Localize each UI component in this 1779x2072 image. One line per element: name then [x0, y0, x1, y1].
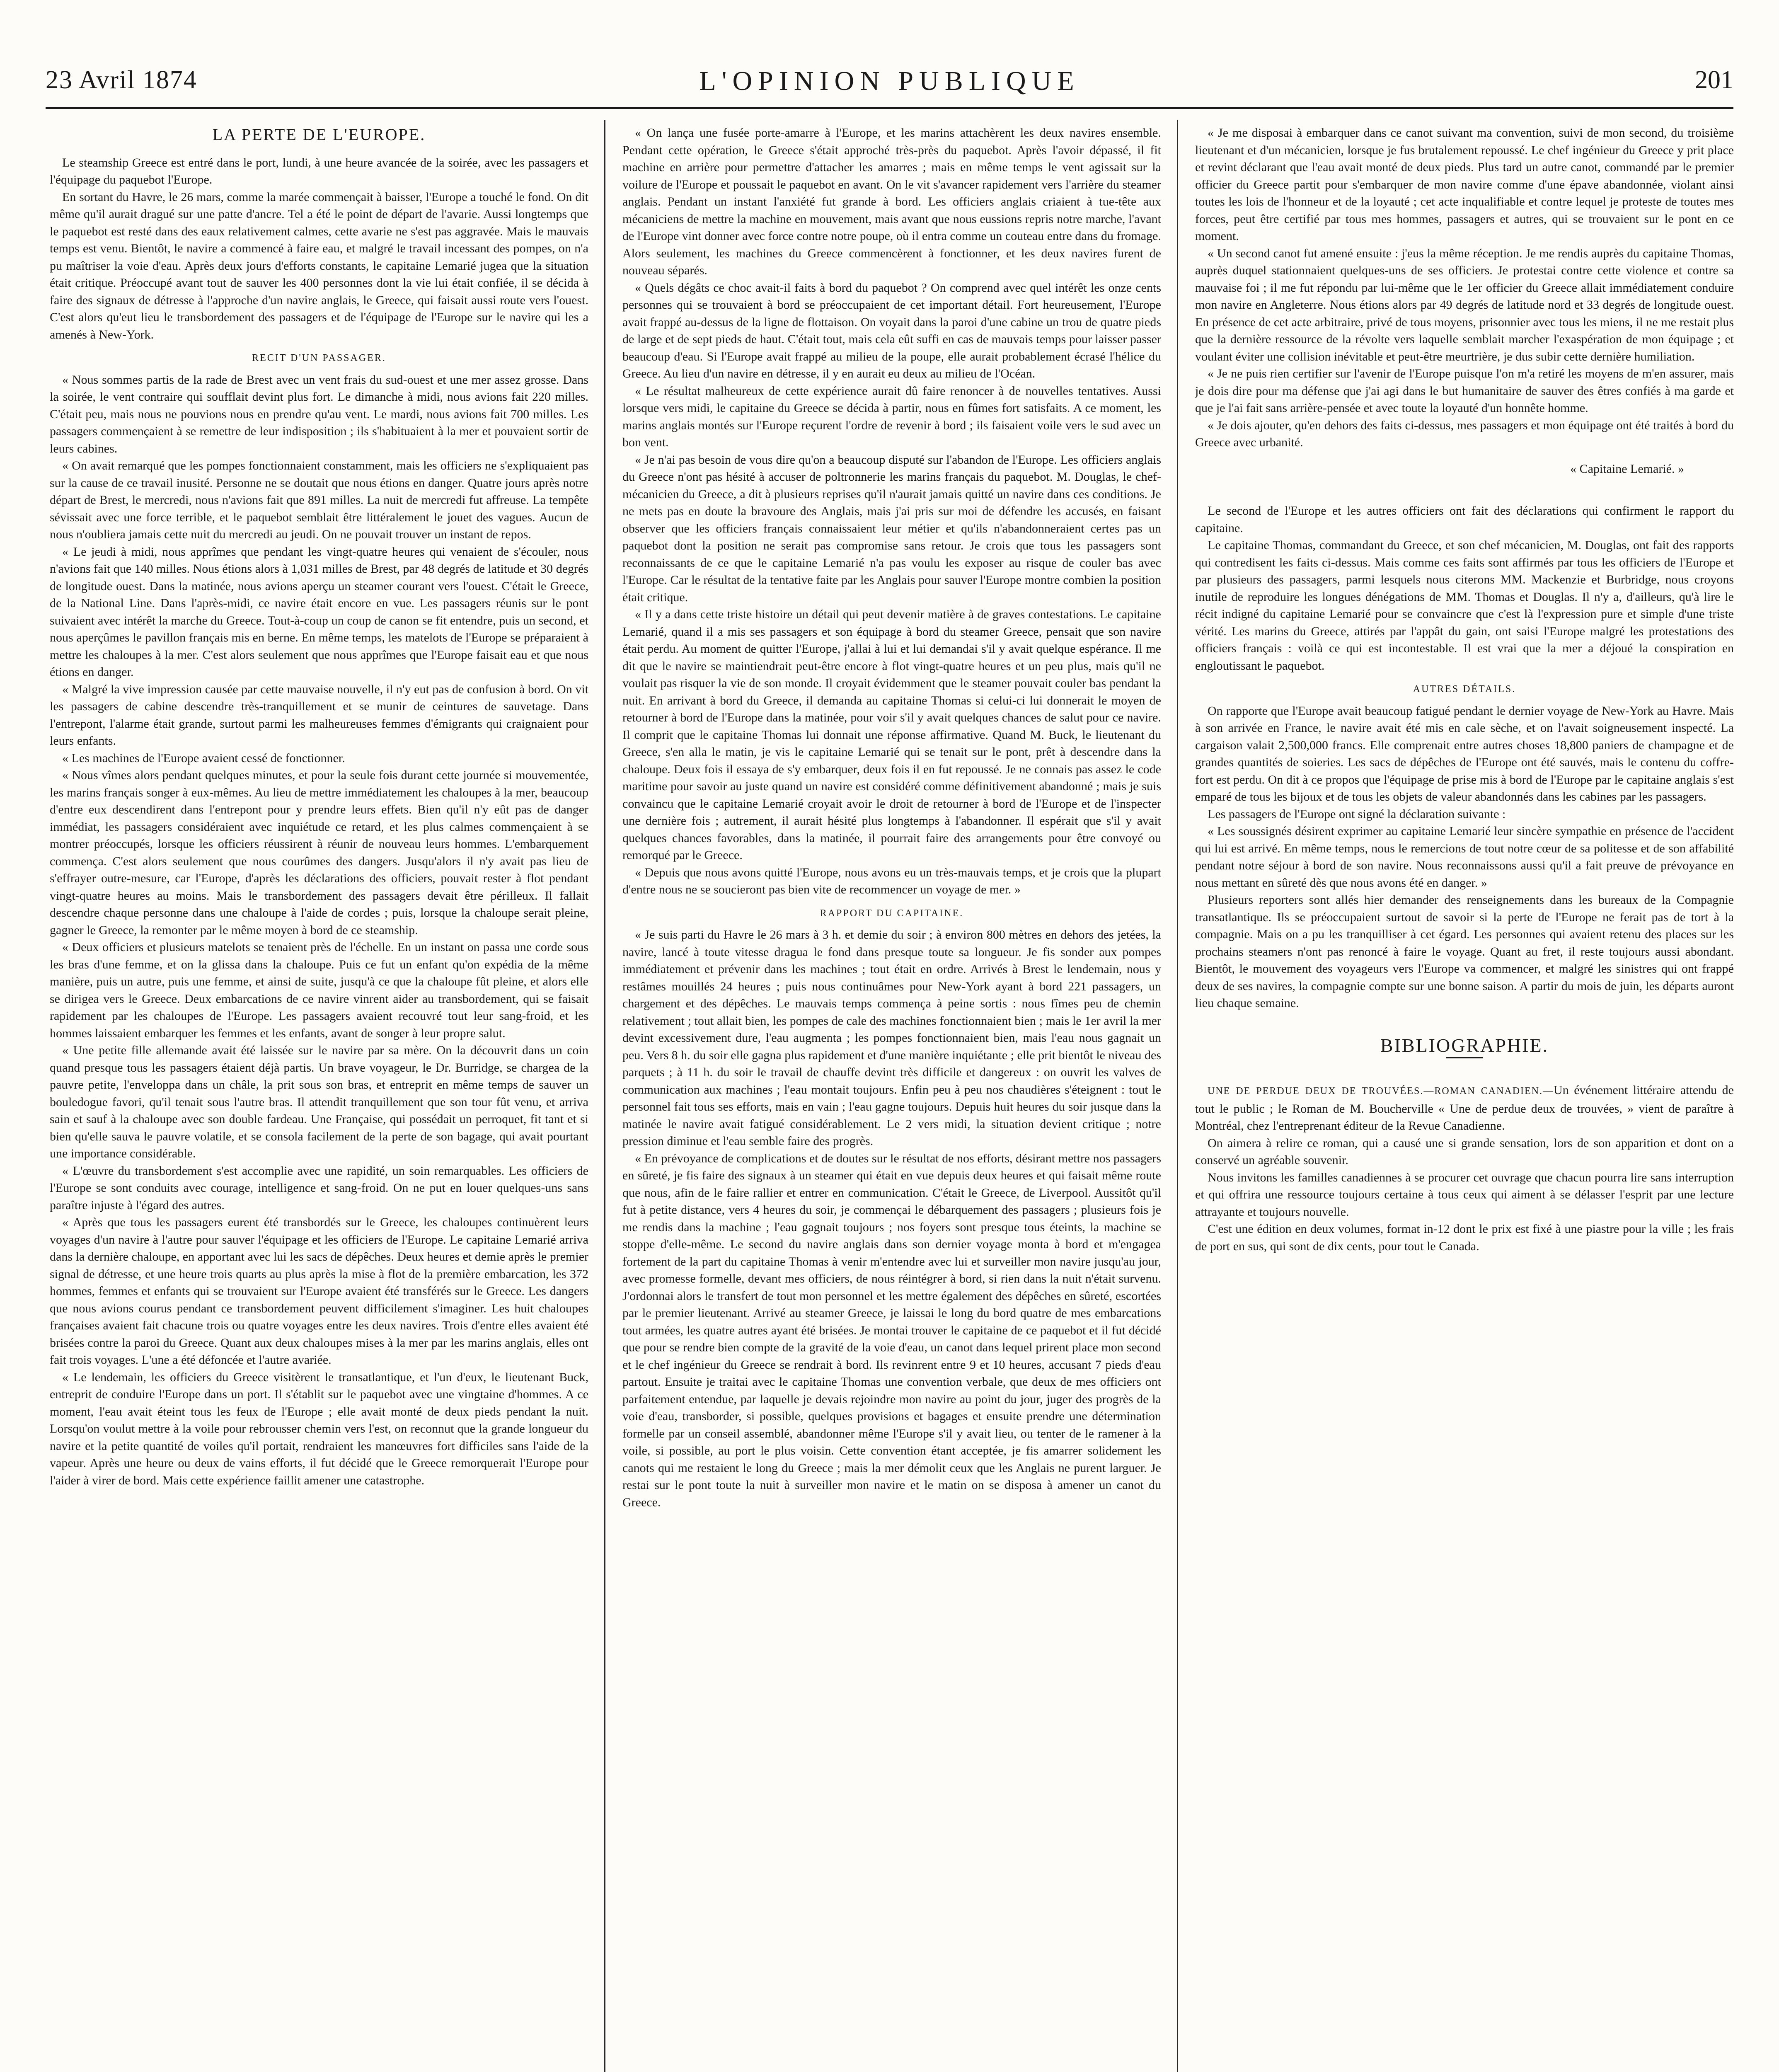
page-number: 201: [1695, 66, 1733, 94]
article-paragraph: « Le jeudi à midi, nous apprîmes que pendant les vingt-quatre heures qui venaient de s'écouler, nous n'avions fait que 140 milles. Nous étions alors à 1,031 milles de Brest, par 48 degrés de latitude et 30 degrés de longitude ouest. Dans la matinée, nous avions aperçu un steamer courant vers l'ouest. C'était le Greece, de la National Line. Dans l'après-midi, ce navire était encore en vue. Les passagers réunis sur le pont suivaient avec intérêt la marche du Greece. Tout-à-coup un coup de canon se fit entendre, puis un second, et nous aperçûmes le pavillon français mis en berne. En même temps, les matelots de l'Europe se préparaient à mettre les chaloupes à la mer. C'est alors seulement que nous apprîmes que l'Europe faisait eau et que nous étions en danger.: [50, 545, 588, 679]
article-paragraph: « Depuis que nous avons quitté l'Europe, nous avons eu un très-mauvais temps, et je crois que la plupart d'entre nous ne se soucieront pas bien vite de recommencer un voyage de mer. »: [622, 865, 1161, 896]
article-paragraph: « Le lendemain, les officiers du Greece visitèrent le transatlantique, et l'un d'eux, le lieutenant Buck, entreprit de conduire l'Europe dans un port. Il s'établit sur le paquebot avec une vingtaine d'hommes. A ce moment, l'eau avait éteint tous les feux de l'Europe ; elle avait monté de deux pieds pendant la nuit. Lorsqu'on voulut mettre à la voile pour rebrousser chemin vers l'est, on reconnut que la grande longueur du navire et la petite quantité de voiles qu'il portait, rendraient les manœuvres fort difficiles sans l'aide de la vapeur. Après une heure ou deux de vains efforts, il fut décidé que le Greece remorquerait l'Europe pour l'aider à virer de bord. Mais cette expérience faillit amener une catastrophe.: [50, 1370, 588, 1487]
page-header: [46, 62, 1733, 99]
column-1: [50, 124, 588, 2072]
section-heading: RAPPORT DU CAPITAINE.: [820, 908, 964, 919]
article-paragraph: On rapporte que l'Europe avait beaucoup fatigué pendant le dernier voyage de New-York au Havre. Mais à son arrivée en France, le navire avait été mis en cale sèche, et on l'avait soigneusement inspecté. La cargaison valait 2,500,000 francs. Elle comprenait entre autres choses 18,800 paniers de champagne et de grandes quantités de soieries. Les sacs de dépêches de l'Europe ont été sauvés, mais le contenu du coffre-fort est perdu. On dit à ce propos que l'équipage de prise mis à bord de l'Europe par le capitaine anglais s'est emparé de tous les bijoux et de tous les objets de valeur abandonnés dans les cabines par les passagers.: [1195, 704, 1734, 804]
bibliography-lead: UNE DE PERDUE DEUX DE TROUVÉES.—ROMAN CANADIEN.—: [1208, 1086, 1554, 1097]
section-rule: [1446, 1057, 1483, 1058]
article-paragraph: « Je me disposai à embarquer dans ce canot suivant ma convention, suivi de mon second, du troisième lieutenant et d'un mécanicien, lorsque je fus brutalement repoussé. Le chef ingénieur du Greece y prit place et revint déclarant que l'eau avait monté de deux pieds. Plus tard un autre canot, commandé par le premier officier du Greece partit pour s'embarquer de mon navire comme d'une épave abandonnée, violant ainsi toutes les lois de l'honneur et de la loyauté ; cet acte inqualifiable et contre lequel je proteste de toutes mes forces, peut être certifié par tous mes hommes, passagers et autres, qui se trouvaient sur le pont en ce moment.: [1195, 126, 1734, 243]
article-paragraph: « En prévoyance de complications et de doutes sur le résultat de nos efforts, désirant mettre nos passagers en sûreté, je fis faire des signaux à un steamer qui était en vue depuis deux heures et qui faisait même route que nous, afin de le faire rallier et entrer en communication. C'était le Greece, de Liverpool. Aussitôt qu'il fut à petite distance, vers 4 heures du soir, je commençai le débarquement des passagers ; plusieurs fois je me rendis dans la machine ; l'eau gagnait toujours ; nos foyers sont presque tous éteints, la machine se stoppe d'elle-même. Le second du navire anglais dans son dernier voyage monta à bord et m'engagea fortement de la part du capitaine Thomas à venir m'entendre avec lui et surveiller mon navire jusqu'au jour, avec promesse formelle, devant mes officiers, de nous réintégrer à bord, si rien dans la nuit n'était survenu. J'ordonnai alors le transfert de tout mon personnel et les mettre également des dépêches en sûreté, escortées par le premier lieutenant. Arrivé au steamer Greece, je laissai le long du bord quatre de mes embarcations tout armées, les quatre autres ayant été brisées. Je montai trouver le capitaine de ce paquebot et il fut décidé que pour se rendre bien compte de la gravité de la voie d'eau, un canot dans lequel prirent place mon second et le chef ingénieur du Greece se rendrait à bord. Ils revinrent entre 9 et 10 heures, accusant 7 pieds d'eau partout. Ensuite je traitai avec le capitaine Thomas une convention verbale, que deux de mes officiers ont parfaitement entendue, par laquelle je devais rejoindre mon navire au point du jour, juger des progrès de la voie d'eau, transborder, si possible, quelques provisions et bagages et ensuite prendre une détermination formelle par un conseil assemblé, abandonner même l'Europe s'il y avait lieu, ou tenter de le ramener à la voile, si possible, au port le plus voisin. Cette convention étant acceptée, je fis amarrer solidement les canots qui me restaient le long du Greece ; mais la mer démolit ceux que les Anglais ne purent larguer. Je restai sur le pont toute la nuit à surveiller mon navire et le matin on se disposa à amener un canot du Greece.: [622, 1151, 1161, 1509]
signature: « Capitaine Lemarié. »: [1570, 462, 1684, 476]
article-paragraph: « Deux officiers et plusieurs matelots se tenaient près de l'échelle. En un instant on passa une corde sous les bras d'une femme, et on la glissa dans la chaloupe. Puis ce fut un enfant qu'on expédia de la même manière, puis un autre, puis une femme, et ainsi de suite, jusqu'à ce que la chaloupe fût pleine, et alors elle se dirigea vers le Greece. Deux embarcations de ce navire vinrent aider au transbordement, qui se faisait rapidement par les chaloupes de l'Europe. Les passagers avaient recouvré tout leur sang-froid, et les hommes laissaient embarquer les femmes et les enfants, avant de songer à leur propre salut.: [50, 940, 588, 1040]
column-2: [622, 124, 1161, 2072]
article-paragraph: « Après que tous les passagers eurent été transbordés sur le Greece, les chaloupes continuèrent leurs voyages d'un navire à l'autre pour sauver l'équipage et les officiers de l'Europe. Le capitaine Lemarié arriva dans la dernière chaloupe, en apportant avec lui les sacs de dépêches. Deux heures et demie après le premier signal de détresse, et une heure trois quarts au plus après la mise à flot de la première embarcation, les 372 hommes, femmes et enfants qui se trouvaient sur l'Europe avaient été transférés sur le Greece. Les dangers que nous avions courus pendant ce transbordement peuvent difficilement s'imaginer. Les huit chaloupes françaises avaient fait chacune trois ou quatre voyages entre les deux navires. Trois d'entre elles avaient été brisées contre la paroi du Greece. Quant aux deux chaloupes mises à la mer par les marins anglais, elles ont fait trois voyages. L'une a été défoncée et l'autre avariée.: [50, 1215, 588, 1367]
header-rule: [46, 107, 1733, 109]
bibliography-paragraph: C'est une édition en deux volumes, format in-12 dont le prix est fixé à une piastre pour la ville ; les frais de port en sus, qui sont de dix cents, pour tout le Canada.: [1195, 1222, 1734, 1253]
article-paragraph: Le steamship Greece est entré dans le port, lundi, à une heure avancée de la soirée, avec les passagers et l'équipage du paquebot l'Europe.: [50, 155, 588, 186]
bibliography-paragraph: On aimera à relire ce roman, qui a causé une si grande sensation, lors de son apparition et dont on a conservé un agréable souvenir.: [1195, 1136, 1734, 1167]
article-paragraph: Le second de l'Europe et les autres officiers ont fait des déclarations qui confirment le rapport du capitaine.: [1195, 504, 1734, 535]
article-paragraph: « Nous sommes partis de la rade de Brest avec un vent frais du sud-ouest et une mer assez grosse. Dans la soirée, le vent contraire qui soufflait devint plus fort. Le dimanche à midi, nous avions fait 220 milles. C'était peu, mais nous ne pouvions nous en prendre qu'au vent. Le mardi, nous avions fait 700 milles. Les passagers commençaient à se remettre de leur indisposition ; ils s'habituaient à la mer et pouvaient sortir de leurs cabines.: [50, 373, 588, 455]
section-heading: RECIT D'UN PASSAGER.: [252, 353, 386, 363]
column-divider: [604, 120, 605, 2072]
article-paragraph: En sortant du Havre, le 26 mars, comme la marée commençait à baisser, l'Europe a touché le fond. On dit même qu'il aurait dragué sur une patte d'ancre. Tel a été le point de départ de l'avarie. Aussi longtemps que le paquebot est resté dans des eaux relativement calmes, cette avarie ne s'est pas aggravée. Mais le mauvais temps est venu. Bientôt, le navire a commencé à faire eau, et malgré le travail incessant des pompes, on n'a pu maîtriser la voie d'eau. Après deux jours d'efforts constants, le capitaine Lemarié jugea que la situation était critique. Préoccupé avant tout de sauver les 400 personnes dont la vie lui était confiée, il se décida à faire des signaux de détresse à l'approche d'un navire anglais, le Greece, qui faisait aussi route vers l'ouest. C'est alors qu'eut lieu le transbordement des passagers et de l'équipage de l'Europe sur le navire qui les a amenés à New-York.: [50, 190, 588, 341]
column-divider: [1177, 120, 1178, 2072]
bibliography-paragraph: Nous invitons les familles canadiennes à se procurer cet ouvrage que chacun pourra lire sans interruption et qui offrira une ressource toujours certaine à tous ceux qui aiment à se délasser l'esprit par une lecture attrayante et toujours nouvelle.: [1195, 1170, 1734, 1219]
article-paragraph: « On avait remarqué que les pompes fonctionnaient constamment, mais les officiers ne s'expliquaient pas sur la cause de ce travail inusité. Personne ne se doutait que nous étions en danger. Quatre jours après notre départ de Brest, le mercredi, nous n'avions fait que 891 milles. La nuit de mercredi fut affreuse. La tempête sévissait avec une force terrible, et le paquebot semblait être littéralement le jouet des vagues. Aucun de nous n'oubliera jamais cette nuit du mercredi au jeudi. On ne pouvait trouver un instant de repos.: [50, 459, 588, 541]
article-paragraph: « Je ne puis rien certifier sur l'avenir de l'Europe puisque l'on m'a retiré les moyens de m'en assurer, mais je dois dire pour ma défense que j'ai agi dans le but humanitaire de sauver des êtres confiés à ma garde et que je l'ai fait sans arrière-pensée et avec toute la loyauté d'un honnête homme.: [1195, 367, 1734, 415]
issue-date: 23 Avril 1874: [46, 66, 197, 94]
bibliography-paragraph: [1195, 1082, 1734, 1135]
article-paragraph: « Une petite fille allemande avait été laissée sur le navire par sa mère. On la découvrit dans un coin quand presque tous les passagers étaient déjà partis. Un brave voyageur, le Dr. Burridge, se chargea de la pauvre petite, l'enveloppa dans un châle, la prit sous son bras, et entreprit en même temps de sauver un bouledogue favori, qu'il tenait sous l'autre bras. Il attendit tranquillement que son tour fût venu, et arriva sain et sauf à la chaloupe avec son double fardeau. Une Française, qui possédait un perroquet, fit tant et si bien qu'elle sauva le pauvre volatile, et se consola facilement de la perte de son bagage, qui avait pourtant une importance considérable.: [50, 1043, 588, 1160]
article-title: LA PERTE DE L'EUROPE.: [212, 125, 426, 144]
newspaper-title: L'OPINION PUBLIQUE: [699, 66, 1080, 96]
article-paragraph: « Nous vîmes alors pendant quelques minutes, et pour la seule fois durant cette journée si mouvementée, les marins français songer à eux-mêmes. Au lieu de mettre immédiatement les chaloupes à la mer, beaucoup d'entre eux descendirent dans l'entrepont pour y prendre leurs effets. Bien qu'il n'y eût pas de danger immédiat, les passagers considéraient avec inquiétude ce retard, et les plus calmes commençaient à se montrer préoccupés, lorsque les officiers réussirent à réunir de nouveau leurs hommes. L'embarquement commença. C'est alors seulement que nous courûmes des dangers. Jusqu'alors il n'y avait pas lieu de s'effrayer outre-mesure, car l'Europe, d'après les déclarations des officiers, pouvait rester à flot pendant vingt-quatre heures au moins. Mais le transbordement des passagers devait être périlleux. Il fallait descendre chaque personne dans une chaloupe à l'aide de cordes ; puis, lorsque la chaloupe serait pleine, gagner le Greece, la remonter par le même moyen à bord de ce steamship.: [50, 768, 588, 937]
article-paragraph: « Un second canot fut amené ensuite : j'eus la même réception. Je me rendis auprès du capitaine Thomas, auprès duquel stationnaient quelques-uns de ses officiers. Je protestai contre cette violence et contre sa mauvaise foi ; il me fut répondu par lui-même que le 1er officier du Greece allait immédiatement conduire mon navire en Angleterre. Nous étions alors par 49 degrés de latitude nord et 33 degrés de longitude ouest. En présence de cet acte arbitraire, privé de tous moyens, prisonnier avec tous les miens, il ne me restait plus que la dernière ressource de la révolte vers laquelle semblait marcher l'exaspération de mon équipage ; et voulant éviter une collision inévitable et peut-être meurtrière, je dus subir cette dernière humiliation.: [1195, 246, 1734, 363]
article-paragraph: « Il y a dans cette triste histoire un détail qui peut devenir matière à de graves contestations. Le capitaine Lemarié, quand il a mis ses passagers et son équipage à bord du steamer Greece, pensait que son navire était perdu. Au moment de quitter l'Europe, j'allai à lui et lui demandai s'il y avait quelque espérance. Il me dit que le navire se maintiendrait peut-être encore à flot vingt-quatre heures et un peu plus, mais qu'il ne voulait pas risquer la vie de son monde. Il croyait évidemment que le steamer pouvait couler bas pendant la nuit. En arrivant à bord du Greece, il demanda au capitaine Thomas si celui-ci lui donnerait le moyen de retourner à bord de l'Europe dans la matinée, pour voir s'il y avait quelques chances de salut pour ce navire. Il comprit que le capitaine Thomas lui donnait une réponse affirmative. Quand M. Buck, le lieutenant du Greece, s'en alla le matin, je vis le capitaine Lemarié qui se tenait sur le pont, prêt à descendre dans la chaloupe. Deux fois il essaya de s'y embarquer, deux fois il en fut repoussé. Je ne connais pas assez le code maritime pour savoir au juste quand un navire est considéré comme définitivement abandonné ; mais je suis convaincu que le capitaine Lemarié croyait avoir le droit de retourner à bord de l'Europe et de l'inspecter une dernière fois ; autrement, il aurait hésité plus longtemps à l'abandonner. Il espérait que s'il y avait quelques chances favorables, dans la matinée, il pourrait faire des arrangements pour être convoyé ou remorqué par le Greece.: [622, 608, 1161, 862]
article-paragraph: « Je dois ajouter, qu'en dehors des faits ci-dessus, mes passagers et mon équipage ont été traités à bord du Greece avec urbanité.: [1195, 418, 1734, 449]
article-paragraph: « Le résultat malheureux de cette expérience aurait dû faire renoncer à de nouvelles tentatives. Aussi lorsque vers midi, le capitaine du Greece se décida à partir, nous en fûmes fort satisfaits. A ce moment, les marins anglais montés sur l'Europe reçurent l'ordre de revenir à bord ; ils faisaient voile vers le sud avec un bon vent.: [622, 384, 1161, 449]
article-paragraph: Les passagers de l'Europe ont signé la déclaration suivante :: [1208, 807, 1506, 821]
article-paragraph: Plusieurs reporters sont allés hier demander des renseignements dans les bureaux de la Compagnie transatlantique. Ils se préoccupaient surtout de savoir si la perte de l'Europe ne ferait pas de tort à la compagnie. Mais on a pu les tranquilliser à cet égard. Les personnes qui avaient retenu des places sur les prochains steamers n'ont pas renoncé à faire le voyage. Quant au fret, il reste toujours aussi abondant. Bientôt, le mouvement des voyageurs vers l'Europe va commencer, et malgré les sinistres qui ont frappé deux de ses navires, la compagnie compte sur une bonne saison. A partir du mois de juin, les départs auront lieu chaque semaine.: [1195, 893, 1734, 1010]
article-paragraph: « On lança une fusée porte-amarre à l'Europe, et les marins attachèrent les deux navires ensemble. Pendant cette opération, le Greece s'était approché très-près du paquebot. Après l'avoir dépassé, il fit machine en arrière pour permettre d'attacher les amarres ; mais en même temps le vent agissait sur la voilure de l'Europe et poussait le paquebot en avant. On le vit s'avancer rapidement vers l'arrière du steamer anglais. Pendant un instant l'anxiété fut grande à bord. Les officiers anglais criaient à tue-tête aux mécaniciens de mettre la machine en mouvement, mais avant que nous eussions repris notre marche, l'avant de l'Europe vint donner avec force contre notre poupe, où il entra comme un couteau entre dans du fromage. Alors seulement, les machines du Greece commencèrent à fonctionner, et les deux navires furent de nouveau séparés.: [622, 126, 1161, 277]
article-paragraph: « L'œuvre du transbordement s'est accomplie avec une rapidité, un soin remarquables. Les officiers de l'Europe se sont conduits avec courage, intelligence et sang-froid. On ne put en louer quelques-uns sans paraître injuste à l'égard des autres.: [50, 1164, 588, 1212]
column-3: [1195, 124, 1734, 2072]
article-paragraph: « Je n'ai pas besoin de vous dire qu'on a beaucoup disputé sur l'abandon de l'Europe. Les officiers anglais du Greece n'ont pas hésité à accuser de poltronnerie les marins français du paquebot. M. Douglas, le chef-mécanicien du Greece, a dit à plusieurs reprises qu'il n'aurait jamais quitté un navire dans ces conditions. Je ne mets pas en doute la bravoure des Anglais, mais j'ai pris sur moi de défendre les accusés, en faisant observer que les officiers français connaissaient leur métier et qu'ils n'abandonneraient certes pas un paquebot dont la position ne serait pas compromise sans retour. Je crois que tous les passagers sont reconnaissants de ce que le capitaine Lemarié n'a pas voulu les exposer au risque de couler bas avec l'Europe. Car le résultat de la tentative faite par les Anglais pour sauver l'Europe montre combien la position était critique.: [622, 453, 1161, 604]
bibliography-title: BIBLIOGRAPHIE.: [1380, 1034, 1549, 1056]
bibliography-text: Un événement littéraire attendu de tout le public ; le Roman de M. Boucherville « Une de perdue deux de trouvées, » vient de paraître à Montréal, chez l'entreprenant éditeur de la Revue Canadienne.: [1195, 1083, 1734, 1133]
article-paragraph: Le capitaine Thomas, commandant du Greece, et son chef mécanicien, M. Douglas, ont fait des rapports qui contredisent les faits ci-dessus. Mais comme ces faits sont affirmés par tous les officiers de l'Europe et par plusieurs des passagers, parmi lesquels nous citerons MM. Mackenzie et Burbridge, nous croyons inutile de reproduire les longues dénégations de MM. Thomas et Douglas. Il n'y a, d'ailleurs, qu'à lire le récit indigné du capitaine Lemarié pour se convaincre que c'est là l'expression pure et simple d'une triste vérité. Les marins du Greece, attirés par l'appât du gain, ont saisi l'Europe malgré les protestations des officiers français : voilà ce qui est incontestable. Il est vrai que la mer a déjoué la conspiration en engloutissant le paquebot.: [1195, 538, 1734, 673]
article-paragraph: « Malgré la vive impression causée par cette mauvaise nouvelle, il n'y eut pas de confusion à bord. On vit les passagers de cabine descendre très-tranquillement et se munir de ceintures de sauvetage. Dans l'entrepont, l'alarme était grande, surtout parmi les malheureuses femmes d'émigrants qui craignaient pour leurs enfants.: [50, 682, 588, 748]
article-paragraph: « Les soussignés désirent exprimer au capitaine Lemarié leur sincère sympathie en présence de l'accident qui lui est arrivé. En même temps, nous le remercions de tout notre cœur de sa politesse et de son affabilité pendant notre séjour à bord de son navire. Nous reconnaissons aussi qu'il a fait preuve de prévoyance en nous mettant en sûreté dès que nous avons été en danger. »: [1195, 824, 1734, 890]
article-paragraph: « Quels dégâts ce choc avait-il faits à bord du paquebot ? On comprend avec quel intérêt les onze cents personnes qui se trouvaient à bord se préoccupaient de cet important détail. Fort heureusement, l'Europe avait frappé au-dessus de la ligne de flottaison. On voyait dans la paroi d'une cabine un trou de quatre pieds de large et de sept pieds de haut. C'était tout, mais cela eût suffi en cas de mauvais temps pour laisser passer beaucoup d'eau. Si l'Europe avait frappé au milieu de la poupe, elle aurait probablement écrasé l'hélice du Greece. Au lieu d'un navire en détresse, il y en aurait eu deux au milieu de l'Océan.: [622, 281, 1161, 380]
article-paragraph: « Je suis parti du Havre le 26 mars à 3 h. et demie du soir ; à environ 800 mètres en dehors des jetées, la navire, lancé à toute vitesse dragua le fond dans presque toute sa longueur. Je fis sonder aux pompes immédiatement et prévenir dans les machines ; tout était en ordre. Arrivés à Brest le lendemain, nous y restâmes mouillés 24 heures ; puis nous continuâmes pour New-York ayant à bord 221 passagers, un chargement et des dépêches. Le mauvais temps commença à peine sortis : nous fîmes peu de chemin relativement ; tout allait bien, les pompes de cale des machines fonctionnaient bien ; mais le 1er avril la mer devint excessivement dure, l'eau augmenta ; les pompes fonctionnaient bien, mais l'eau nous gagnait un peu. Vers 8 h. du soir elle gagna plus rapidement et d'une manière inquiétante ; elle prit bientôt le niveau des parquets ; à 11 h. du soir le travail de chauffe devint très difficile et dangereux : on ouvrit les valves de communication aux machines ; l'eau montait toujours. Enfin peu à peu nos chaudières s'éteignent : tout le personnel fait tous ses efforts, mais en vain ; l'eau gagne toujours. Depuis huit heures du soir jusque dans la matinée le navire avait fatigué considérablement. Le 2 vers midi, la situation devient critique ; notre pression diminue et l'eau semble faire des progrès.: [622, 928, 1161, 1148]
article-paragraph: « Les machines de l'Europe avaient cessé de fonctionner.: [62, 751, 345, 765]
section-heading: AUTRES DÉTAILS.: [1413, 684, 1516, 695]
